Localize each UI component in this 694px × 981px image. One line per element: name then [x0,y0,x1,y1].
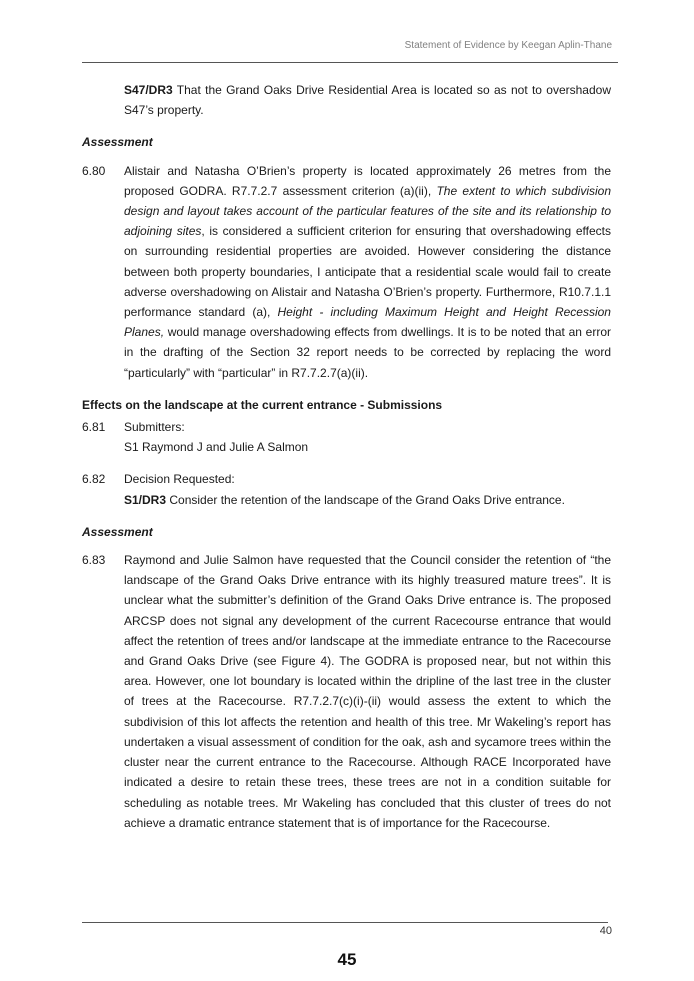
text-run: , is considered a sufficient criterion for ensuring that overshadowing effects on surrounding residential properties are avoided. However considering the distance between both property boundaries, I anticipate that a residential scale would fail to create adverse overshadowing on Alistair and Natasha O’Brien’s property. Furthermore, R10.7.1.1 performance standard (a), [124,224,611,320]
decision-text [124,490,611,510]
paragraph-number: 6.83 [82,553,106,568]
footer-divider [82,922,608,923]
paragraph-number: 6.81 [82,420,106,435]
paragraph-6-82 [82,469,611,509]
submission-s47 [124,80,611,120]
paragraph-text: Raymond and Julie Salmon have requested that the Council consider the retention of “the landscape of the Grand Oaks Drive entrance with its highly treasured mature trees”. It is unclear what the submitter’s definition of the Grand Oaks Drive entrance is. The proposed ARCSP does not signal any development of the current Racecourse entrance that would affect the retention of trees and/or landscape at the immediate entrance to the Racecourse and Grand Oaks Drive (see Figure 4). The GODRA is proposed near, but not within this area. However, one lot boundary is located within the dripline of the last tree in the cluster of trees at the Racecourse. R7.7.2.7(c)(i)-(ii) would assess the extent to which the subdivision of this lot affects the retention and health of this tree. Mr Wakeling’s report has undertaken a visual assessment of condition for the oak, ash and sycamore trees within the cluster near the current entrance to the Racecourse. Although RACE Incorporated have indicated a desire to retain these trees, these trees are not in a condition suitable for scheduling as notable trees. Mr Wakeling has concluded that this cluster of trees do not achieve a dramatic entrance statement that is of importance for the Racecourse. [124,553,611,830]
page-stamp: 45 [337,950,357,969]
italic-run: Height - including Maximum Height and Height Recession Planes, [124,305,611,340]
paragraph-number: 6.82 [82,472,106,487]
paragraph-number: 6.80 [82,163,106,178]
assessment-heading: Assessment [82,135,153,150]
document-body [82,80,611,833]
paragraph-6-81 [82,417,611,457]
submission-text: That the Grand Oaks Drive Residential Area is located so as not to overshadow S47’s property. [124,83,611,118]
decision-label: Decision Requested: [124,472,235,487]
assessment-heading: Assessment [82,524,153,539]
paragraph-6-80 [82,161,611,383]
paragraph-text [124,469,611,509]
section-heading: Effects on the landscape at the current entrance - Submissions [82,397,443,412]
text-run: Alistair and Natasha O’Brien’s property is located approximately 26 metres from the proposed GODRA. R7.7.2.7 assessment criterion (a)(ii), [124,163,611,198]
text-run: would manage overshadowing effects from dwellings. It is to be noted that an error in the drafting of the Section 32 report needs to be corrected by replacing the word “particularly” with “particular” in R7.7.2.7(a)(ii). [124,325,611,380]
italic-run: The extent to which subdivision design and layout takes account of the particular features of the site and its relationship to adjoining sites [124,183,611,239]
page-number: 40 [599,925,612,937]
text-run: Consider the retention of the landscape of the Grand Oaks Drive entrance. [166,492,565,507]
submission-code: S1/DR3 [124,492,167,507]
paragraph-text [124,161,611,383]
submission-code: S47/DR3 [124,83,173,97]
submitter-name: S1 Raymond J and Julie A Salmon [124,440,309,455]
paragraph-text [124,417,611,457]
header-divider [82,62,618,63]
running-header: Statement of Evidence by Keegan Aplin-Thane [404,40,612,51]
paragraph-6-83 [82,550,611,833]
submitters-label: Submitters: [124,420,185,435]
